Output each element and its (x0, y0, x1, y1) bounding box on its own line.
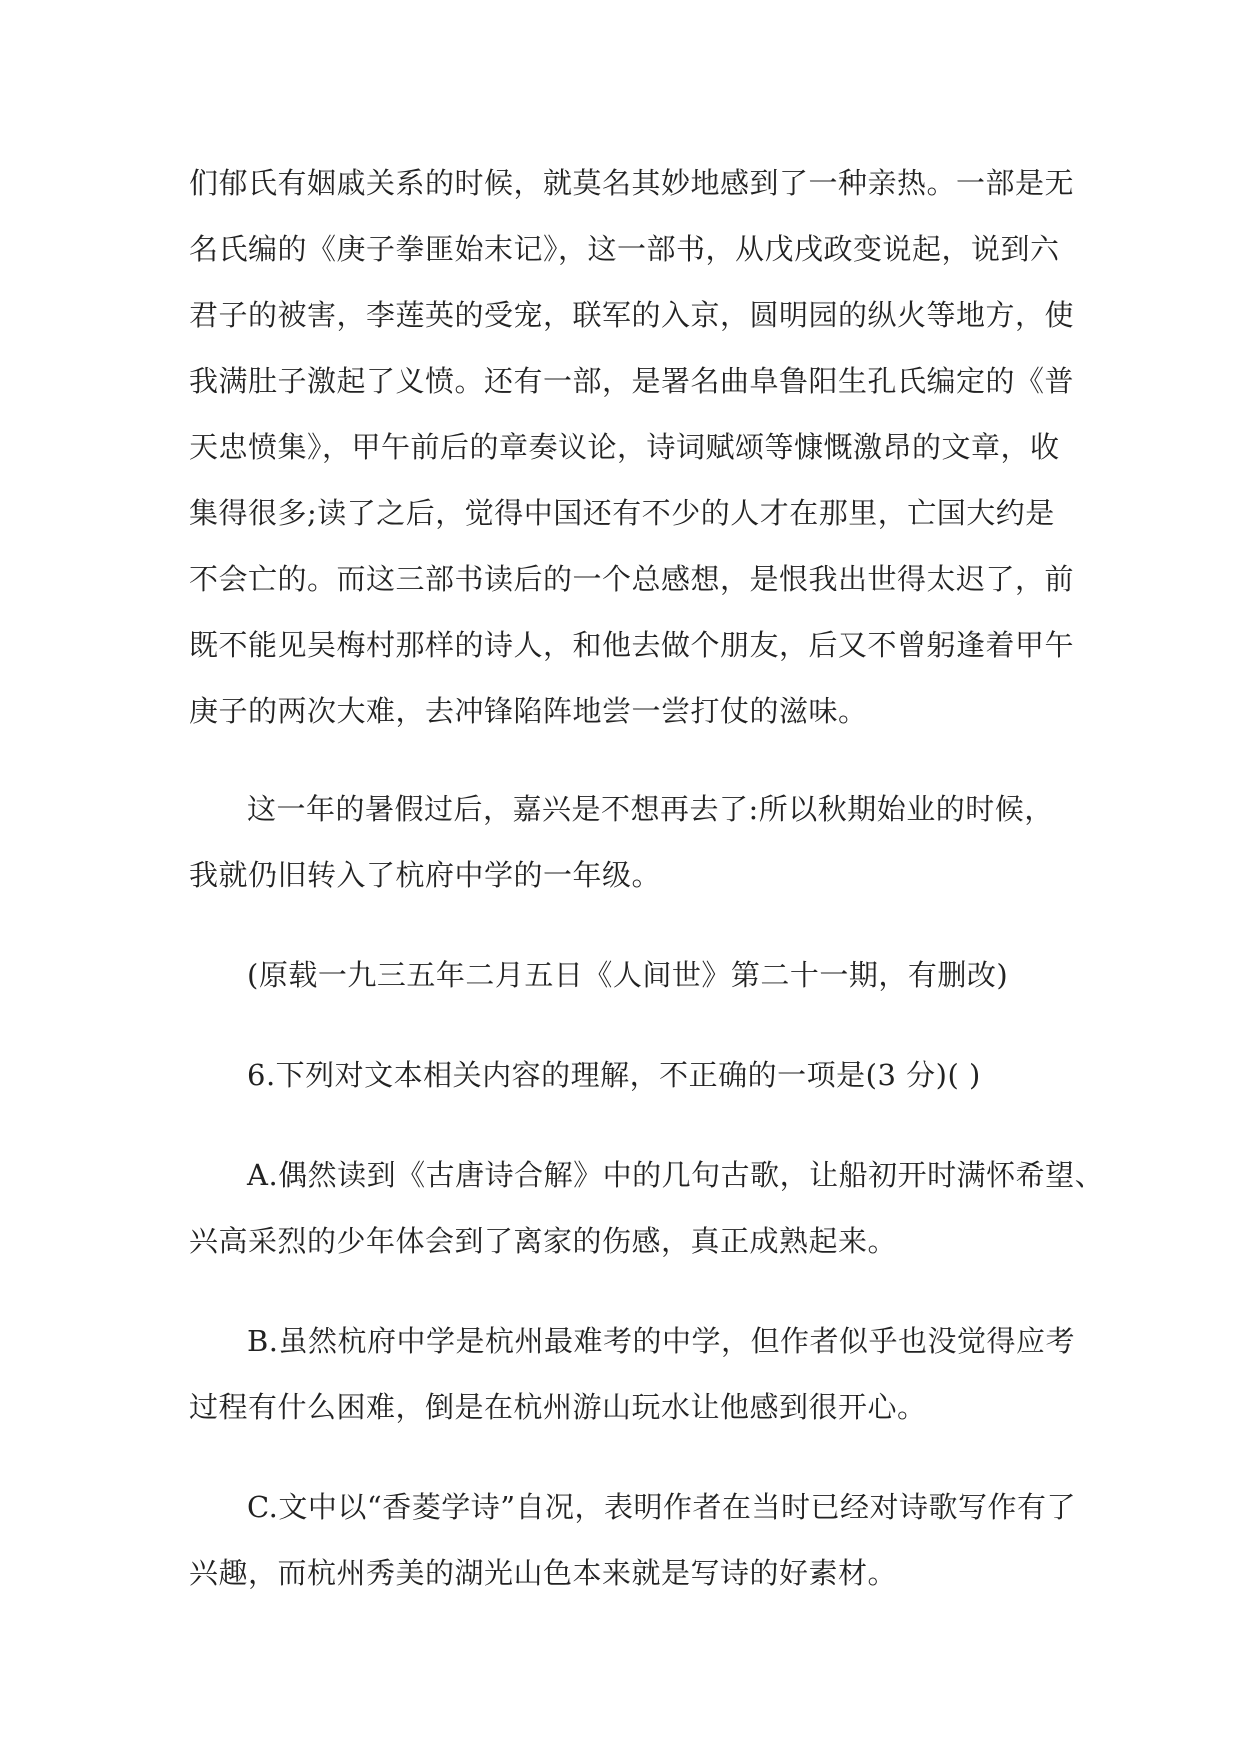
option-line: 兴高采烈的少年体会到了离家的伤感，真正成熟起来。 (189, 1224, 898, 1258)
text-line: 我就仍旧转入了杭府中学的一年级。 (189, 858, 662, 892)
paragraph-spacer (189, 1440, 1059, 1474)
option-line: 过程有什么困难，倒是在杭州游山玩水让他感到很开心。 (189, 1390, 927, 1424)
text-line: 既不能见吴梅村那样的诗人，和他去做个朋友，后又不曾躬逢着甲午 (189, 628, 1075, 662)
paragraph-spacer (189, 744, 1059, 776)
text-line: 们郁氏有姻戚关系的时候，就莫名其妙地感到了一种亲热。一部是无 (189, 166, 1075, 200)
text-line: 庚子的两次大难，去冲锋陷阵地尝一尝打仗的滋味。 (189, 694, 868, 728)
option-line: B.虽然杭府中学是杭州最难考的中学，但作者似乎也没觉得应考 (247, 1324, 1076, 1358)
text-line: 我满肚子激起了义愤。还有一部，是署名曲阜鲁阳生孔氏编定的《普 (189, 364, 1075, 398)
paragraph-spacer (189, 1274, 1059, 1308)
option-c (189, 1474, 1077, 1606)
option-line: C.文中以“香菱学诗”自况，表明作者在当时已经对诗歌写作有了 (247, 1490, 1077, 1524)
paragraph-spacer (189, 1008, 1059, 1042)
option-line: 兴趣，而杭州秀美的湖光山色本来就是写诗的好素材。 (189, 1556, 898, 1590)
text-line: 君子的被害，李莲英的受宠，联军的入京，圆明园的纵火等地方，使 (189, 298, 1075, 332)
text-line: 名氏编的《庚子拳匪始末记》，这一部书，从戊戌政变说起，说到六 (189, 232, 1060, 266)
paragraph-spacer (189, 908, 1059, 942)
text-line: 集得很多;读了之后，觉得中国还有不少的人才在那里，亡国大约是 (189, 496, 1055, 530)
paragraph-2 (189, 776, 1059, 908)
text-line: 天忠愤集》，甲午前后的章奏议论，诗词赋颂等慷慨激昂的文章，收 (189, 430, 1060, 464)
option-b (189, 1308, 1076, 1440)
paragraph-spacer (189, 1108, 1059, 1142)
option-line: A.偶然读到《古唐诗合解》中的几句古歌，让船初开时满怀希望、 (247, 1158, 1105, 1192)
question-stem: 6.下列对文本相关内容的理解，不正确的一项是(3 分)( ) (247, 1058, 981, 1092)
document-page (189, 150, 1105, 1606)
text-line: 不会亡的。而这三部书读后的一个总感想，是恨我出世得太迟了，前 (189, 562, 1075, 596)
option-a (189, 1142, 1105, 1274)
source-note: (原载一九三五年二月五日《人间世》第二十一期，有删改) (247, 958, 1009, 992)
paragraph-1 (189, 150, 1075, 744)
text-line: 这一年的暑假过后，嘉兴是不想再去了:所以秋期始业的时候， (247, 792, 1054, 826)
